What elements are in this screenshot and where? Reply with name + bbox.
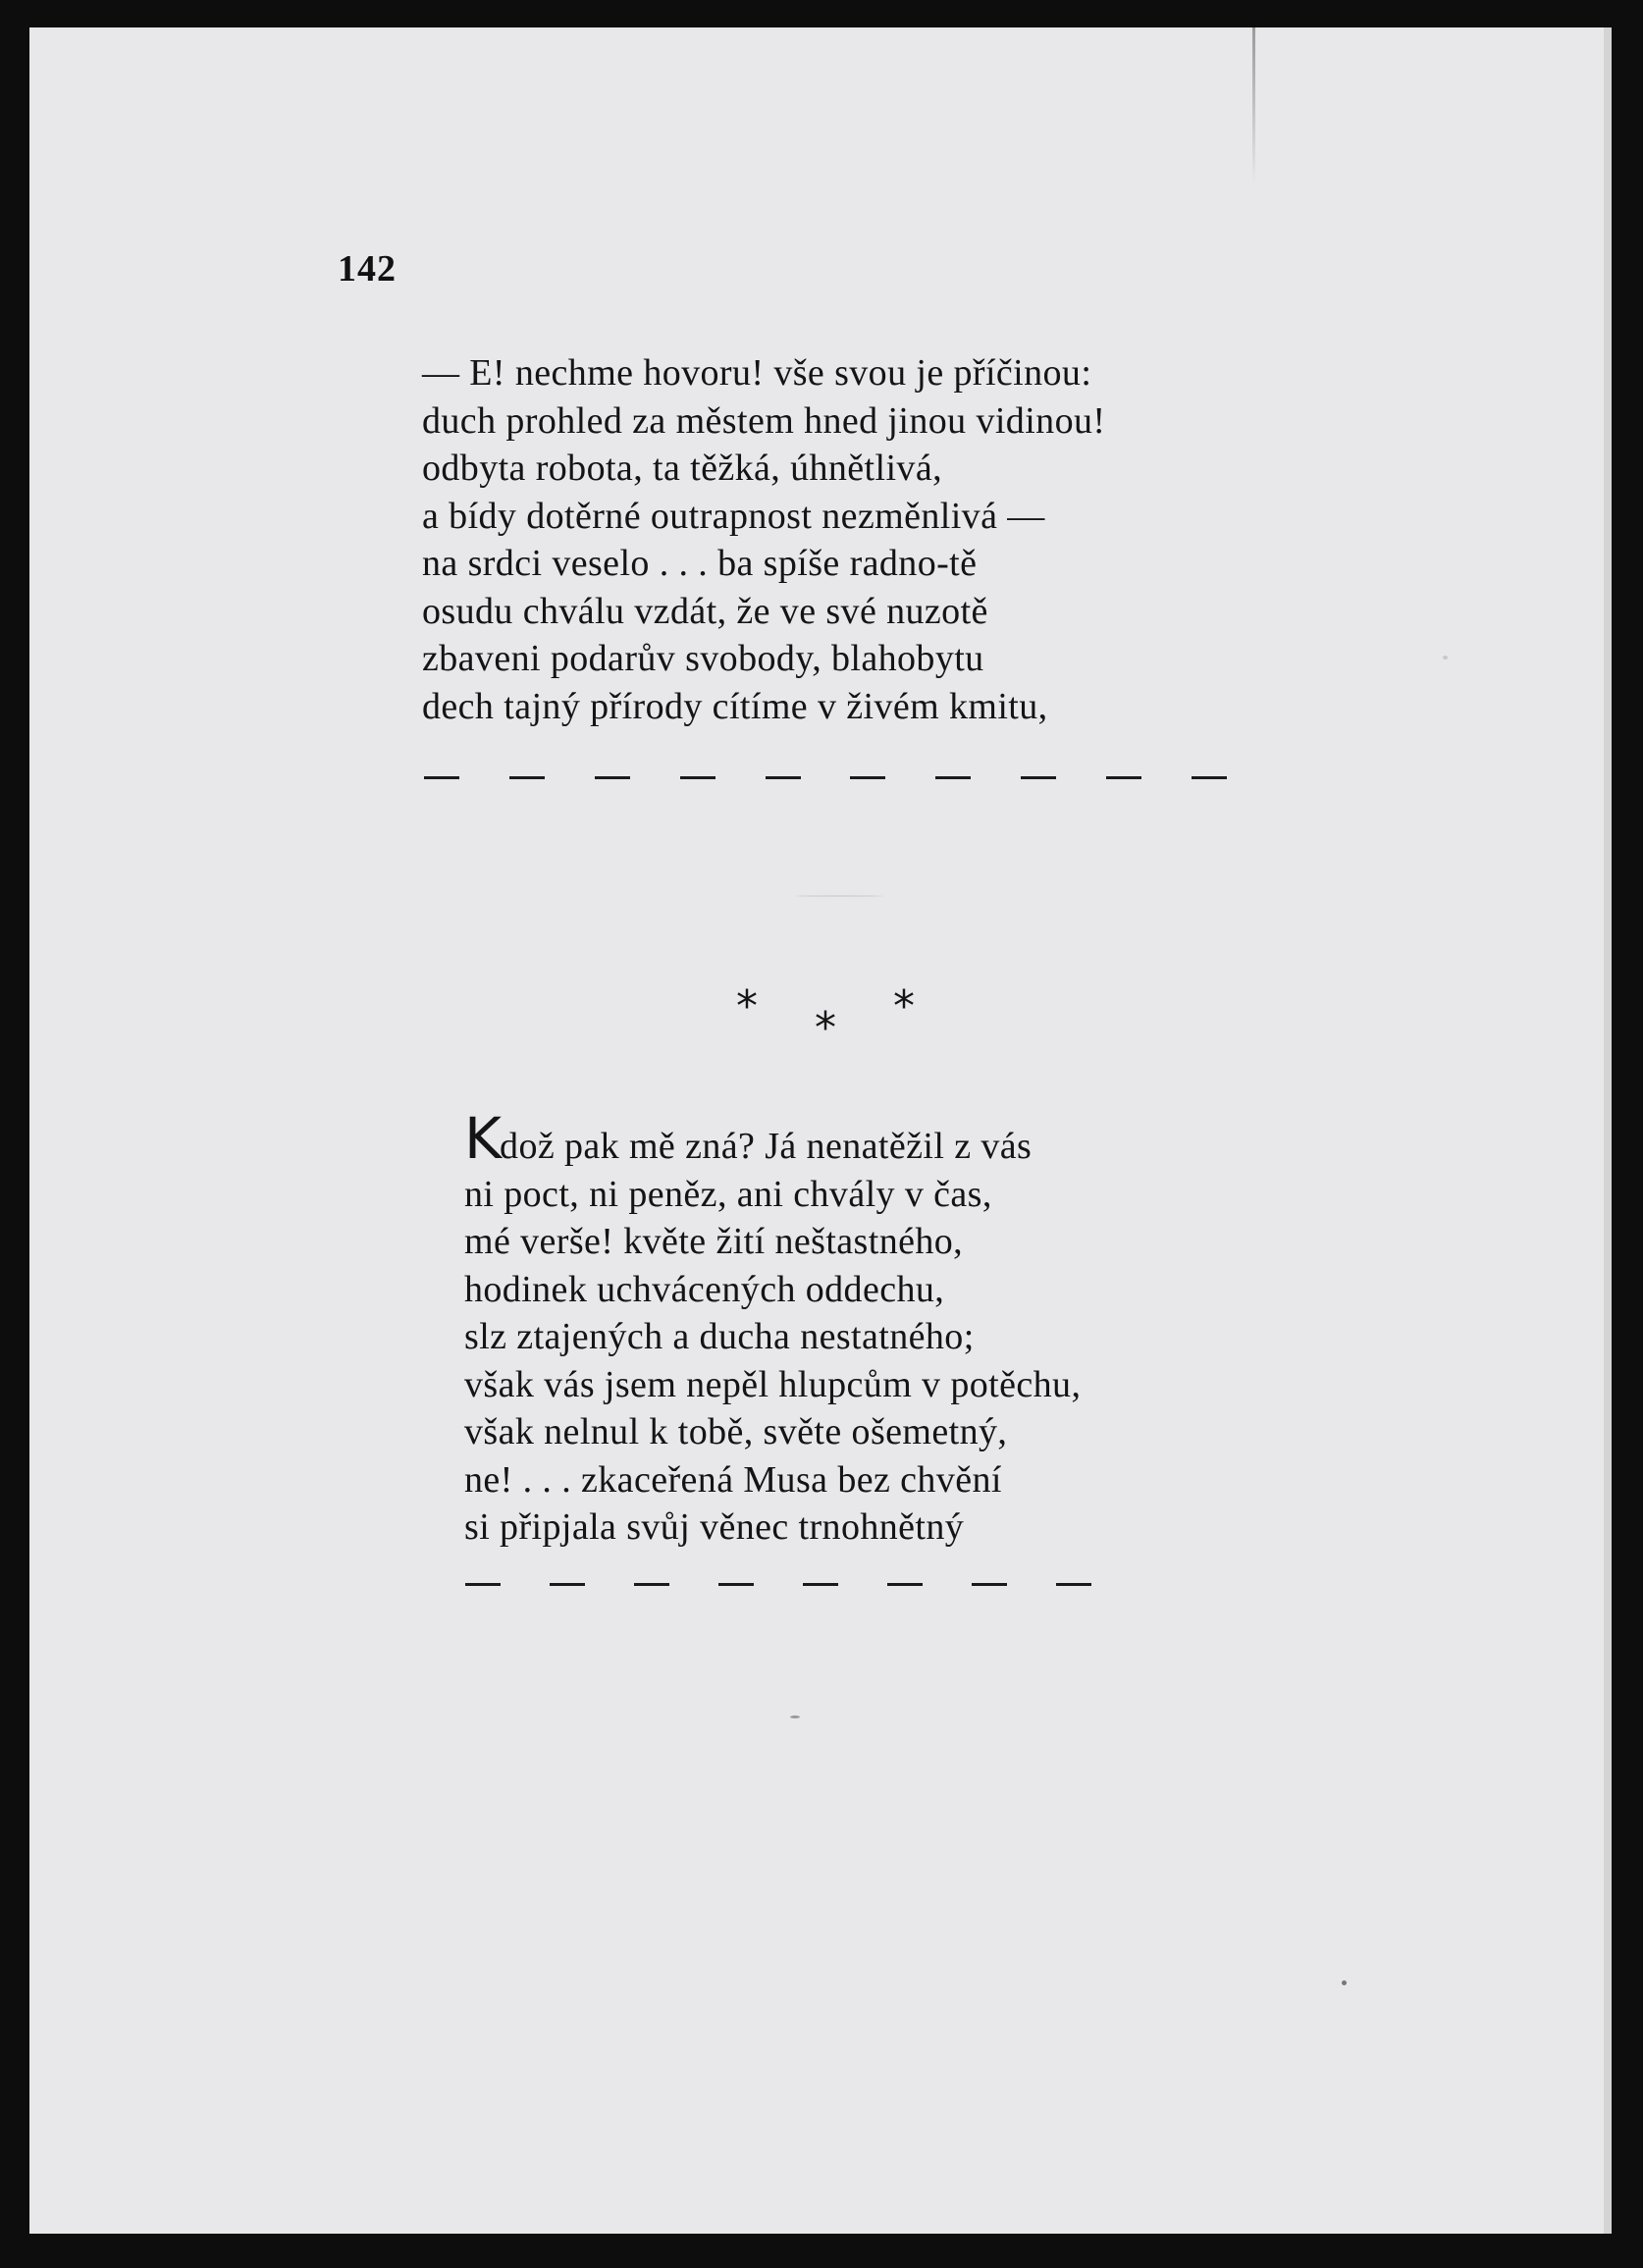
poem-line: hodinek uchvácených oddechu,: [464, 1268, 945, 1310]
section-break-asterisks: [726, 981, 962, 1060]
poem-line: zbaveni podarův svobody, blahobytu: [422, 638, 984, 679]
paper-speck: [795, 895, 883, 897]
poem-stanza-2: [464, 1105, 1082, 1552]
page-edge: [1604, 27, 1612, 2234]
dash: [595, 776, 630, 779]
poem-line: dech tajný přírody cítíme v živém kmitu,: [422, 685, 1048, 727]
dash: [1192, 776, 1227, 779]
poem-line: mé verše! květe žití neštastného,: [464, 1221, 964, 1262]
poem-stanza-1: [422, 349, 1105, 730]
paper-speck: [1443, 656, 1448, 659]
asterisk: *: [893, 981, 915, 1031]
paper-fold-line: [1252, 27, 1255, 185]
ellipsis-dash-row: [465, 1583, 1091, 1586]
dash: [424, 776, 459, 779]
poem-line: [464, 1105, 1081, 1172]
poem-line: — E! nechme hovoru! vše svou je příčinou:: [422, 352, 1092, 394]
dash: [887, 1583, 923, 1586]
poem-line: a bídy dotěrné outrapnost nezměnlivá —: [422, 495, 1045, 537]
poem-line: si připjala svůj věnec trnohnětný: [464, 1506, 965, 1548]
dash: [1056, 1583, 1091, 1586]
poem-line: duch prohled za městem hned jinou vidinou!: [422, 399, 1106, 442]
poem-line-text: dož pak mě zná? Já nenatěžil z vás: [500, 1126, 1033, 1167]
poem-line: slz ztajených a ducha nestatného;: [464, 1316, 975, 1357]
dash: [509, 776, 545, 779]
dash: [766, 776, 801, 779]
dash: [935, 776, 971, 779]
ellipsis-dash-row: [424, 776, 1227, 779]
dash: [850, 776, 885, 779]
paper-speck: [1342, 1980, 1347, 1985]
poem-line: osudu chválu vzdát, že ve své nuzotě: [422, 590, 988, 632]
dash: [718, 1583, 754, 1586]
dash: [1021, 776, 1056, 779]
dash: [1106, 776, 1141, 779]
poem-line: však nelnul k tobě, světe ošemetný,: [464, 1411, 1008, 1452]
asterisk: *: [815, 1003, 836, 1053]
dash: [550, 1583, 585, 1586]
poem-line: na srdci veselo . . . ba spíše radno-tě: [422, 543, 978, 584]
page-number: 142: [338, 248, 397, 290]
paper-speck: [790, 1715, 800, 1718]
dash: [634, 1583, 669, 1586]
poem-line: ni poct, ni peněz, ani chvály v čas,: [464, 1173, 992, 1215]
drop-cap: K: [464, 1105, 501, 1172]
dash: [972, 1583, 1007, 1586]
dash: [680, 776, 716, 779]
dash: [465, 1583, 501, 1586]
dash: [803, 1583, 838, 1586]
asterisk: *: [736, 981, 758, 1031]
poem-line: ne! . . . zkaceřená Musa bez chvění: [464, 1458, 1002, 1501]
poem-line: však vás jsem nepěl hlupcům v potěchu,: [464, 1363, 1082, 1405]
poem-line: odbyta robota, ta těžká, úhnětlivá,: [422, 448, 942, 489]
